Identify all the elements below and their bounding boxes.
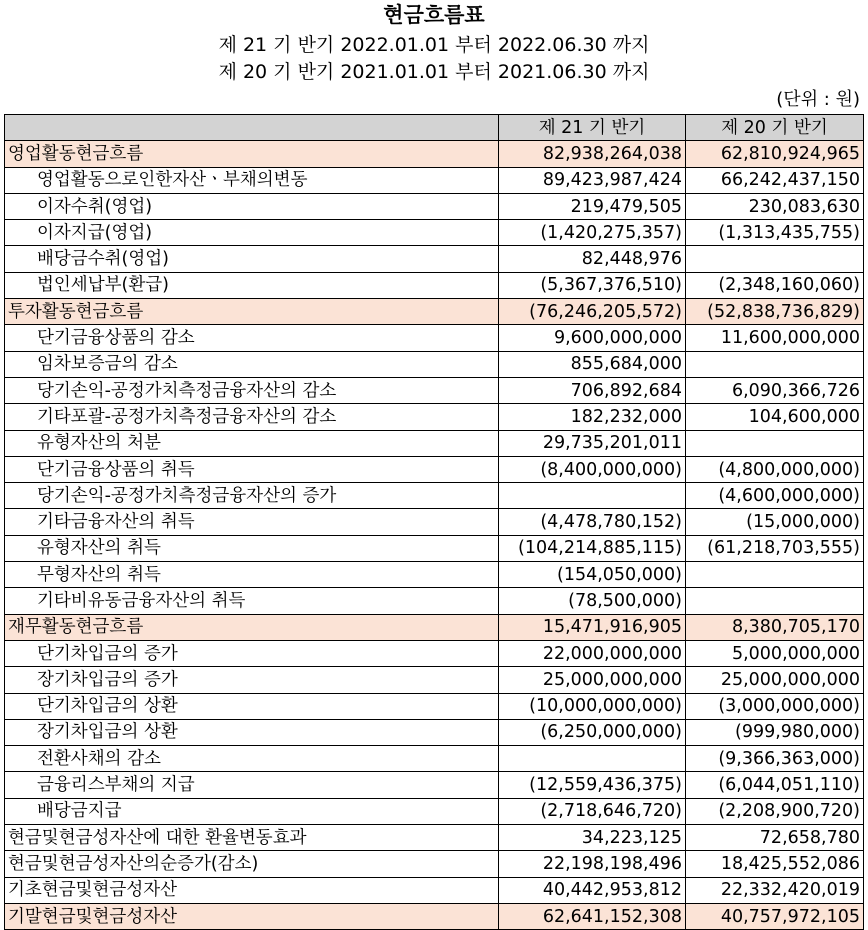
row-prior-value: 22,332,420,019	[686, 877, 864, 903]
table-row	[5, 483, 864, 509]
table-row	[5, 299, 864, 325]
row-label: 이자수취(영업)	[5, 193, 499, 219]
row-label: 단기금융상품의 감소	[5, 325, 499, 351]
row-current-value: 82,448,976	[499, 246, 686, 272]
table-row	[5, 614, 864, 640]
row-prior-value: (3,000,000,000)	[686, 693, 864, 719]
row-label: 금융리스부채의 지급	[5, 772, 499, 798]
table-row	[5, 404, 864, 430]
row-label: 유형자산의 처분	[5, 430, 499, 456]
table-row	[5, 825, 864, 851]
row-prior-value: 72,658,780	[686, 825, 864, 851]
unit-label: (단위 : 원)	[776, 89, 860, 110]
row-prior-value: (52,838,736,829)	[686, 299, 864, 325]
row-label: 배당금수취(영업)	[5, 246, 499, 272]
table-row	[5, 246, 864, 272]
header-current-period: 제 21 기 반기	[499, 115, 686, 141]
row-label: 당기손익-공정가치측정금융자산의 증가	[5, 483, 499, 509]
row-prior-value: (2,208,900,720)	[686, 798, 864, 824]
row-prior-value: 230,083,630	[686, 193, 864, 219]
table-row	[5, 167, 864, 193]
cash-flow-table	[4, 114, 864, 930]
table-row	[5, 746, 864, 772]
row-prior-value: 6,090,366,726	[686, 377, 864, 403]
row-current-value: 34,223,125	[499, 825, 686, 851]
row-prior-value: (999,980,000)	[686, 719, 864, 745]
row-label: 배당금지급	[5, 798, 499, 824]
table-row	[5, 719, 864, 745]
row-label: 당기손익-공정가치측정금융자산의 감소	[5, 377, 499, 403]
table-row	[5, 851, 864, 877]
row-current-value: (2,718,646,720)	[499, 798, 686, 824]
table-row	[5, 220, 864, 246]
row-prior-value: 18,425,552,086	[686, 851, 864, 877]
header-prior-period: 제 20 기 반기	[686, 115, 864, 141]
row-current-value	[499, 746, 686, 772]
row-current-value: 25,000,000,000	[499, 667, 686, 693]
row-label: 단기차입금의 상환	[5, 693, 499, 719]
header-label-column	[5, 115, 499, 141]
table-row	[5, 693, 864, 719]
table-row	[5, 351, 864, 377]
table-row	[5, 588, 864, 614]
table-row	[5, 640, 864, 666]
row-label: 재무활동현금흐름	[5, 614, 499, 640]
row-label: 영업활동으로인한자산ㆍ부채의변동	[5, 167, 499, 193]
row-label: 기타금융자산의 취득	[5, 509, 499, 535]
row-current-value: 182,232,000	[499, 404, 686, 430]
row-prior-value: (1,313,435,755)	[686, 220, 864, 246]
row-current-value: 706,892,684	[499, 377, 686, 403]
table-row	[5, 509, 864, 535]
row-prior-value	[686, 562, 864, 588]
table-row	[5, 562, 864, 588]
row-label: 기타비유동금융자산의 취득	[5, 588, 499, 614]
row-label: 기초현금및현금성자산	[5, 877, 499, 903]
row-current-value: 29,735,201,011	[499, 430, 686, 456]
row-label: 장기차입금의 증가	[5, 667, 499, 693]
row-label: 단기금융상품의 취득	[5, 456, 499, 482]
row-current-value: 40,442,953,812	[499, 877, 686, 903]
table-row	[5, 456, 864, 482]
row-prior-value: 62,810,924,965	[686, 141, 864, 167]
table-row	[5, 535, 864, 561]
row-prior-value: 25,000,000,000	[686, 667, 864, 693]
row-prior-value	[686, 588, 864, 614]
row-current-value: 219,479,505	[499, 193, 686, 219]
row-current-value: (104,214,885,115)	[499, 535, 686, 561]
row-current-value: (6,250,000,000)	[499, 719, 686, 745]
row-label: 영업활동현금흐름	[5, 141, 499, 167]
row-current-value: 22,000,000,000	[499, 640, 686, 666]
row-label: 장기차입금의 상환	[5, 719, 499, 745]
row-label: 법인세납부(환급)	[5, 272, 499, 298]
row-label: 무형자산의 취득	[5, 562, 499, 588]
row-prior-value: (4,600,000,000)	[686, 483, 864, 509]
row-current-value: (4,478,780,152)	[499, 509, 686, 535]
row-label: 기타포괄-공정가치측정금융자산의 감소	[5, 404, 499, 430]
period-prior: 제 20 기 반기 2021.01.01 부터 2021.06.30 까지	[218, 61, 650, 83]
row-current-value: 82,938,264,038	[499, 141, 686, 167]
row-label: 현금및현금성자산에 대한 환율변동효과	[5, 825, 499, 851]
row-prior-value: (4,800,000,000)	[686, 456, 864, 482]
row-prior-value: (6,044,051,110)	[686, 772, 864, 798]
row-label: 단기차입금의 증가	[5, 640, 499, 666]
table-row	[5, 667, 864, 693]
table-row	[5, 430, 864, 456]
row-label: 기말현금및현금성자산	[5, 903, 499, 929]
table-row	[5, 877, 864, 903]
row-current-value: 9,600,000,000	[499, 325, 686, 351]
row-current-value: (10,000,000,000)	[499, 693, 686, 719]
row-current-value: (78,500,000)	[499, 588, 686, 614]
row-prior-value: (9,366,363,000)	[686, 746, 864, 772]
row-current-value	[499, 483, 686, 509]
table-row	[5, 798, 864, 824]
row-prior-value: 40,757,972,105	[686, 903, 864, 929]
row-current-value: (154,050,000)	[499, 562, 686, 588]
row-prior-value: 66,242,437,150	[686, 167, 864, 193]
row-prior-value: 11,600,000,000	[686, 325, 864, 351]
row-label: 임차보증금의 감소	[5, 351, 499, 377]
row-current-value: (8,400,000,000)	[499, 456, 686, 482]
table-row	[5, 141, 864, 167]
row-prior-value: (61,218,703,555)	[686, 535, 864, 561]
row-prior-value: (15,000,000)	[686, 509, 864, 535]
row-current-value: (76,246,205,572)	[499, 299, 686, 325]
row-current-value: (5,367,376,510)	[499, 272, 686, 298]
row-label: 이자지급(영업)	[5, 220, 499, 246]
row-current-value: (1,420,275,357)	[499, 220, 686, 246]
row-prior-value	[686, 351, 864, 377]
row-prior-value: 8,380,705,170	[686, 614, 864, 640]
table-row	[5, 272, 864, 298]
row-prior-value	[686, 246, 864, 272]
table-row	[5, 772, 864, 798]
row-prior-value: 5,000,000,000	[686, 640, 864, 666]
row-current-value: (12,559,436,375)	[499, 772, 686, 798]
row-current-value: 22,198,198,496	[499, 851, 686, 877]
row-prior-value	[686, 430, 864, 456]
table-row	[5, 193, 864, 219]
period-current: 제 21 기 반기 2022.01.01 부터 2022.06.30 까지	[218, 34, 650, 56]
row-current-value: 15,471,916,905	[499, 614, 686, 640]
table-header-row	[5, 115, 864, 141]
row-label: 현금및현금성자산의순증가(감소)	[5, 851, 499, 877]
table-row	[5, 325, 864, 351]
row-label: 유형자산의 취득	[5, 535, 499, 561]
statement-title: 현금흐름표	[383, 3, 485, 27]
row-current-value: 62,641,152,308	[499, 903, 686, 929]
row-prior-value: (2,348,160,060)	[686, 272, 864, 298]
table-row	[5, 377, 864, 403]
row-prior-value: 104,600,000	[686, 404, 864, 430]
row-label: 전환사채의 감소	[5, 746, 499, 772]
row-label: 투자활동현금흐름	[5, 299, 499, 325]
row-current-value: 855,684,000	[499, 351, 686, 377]
row-current-value: 89,423,987,424	[499, 167, 686, 193]
